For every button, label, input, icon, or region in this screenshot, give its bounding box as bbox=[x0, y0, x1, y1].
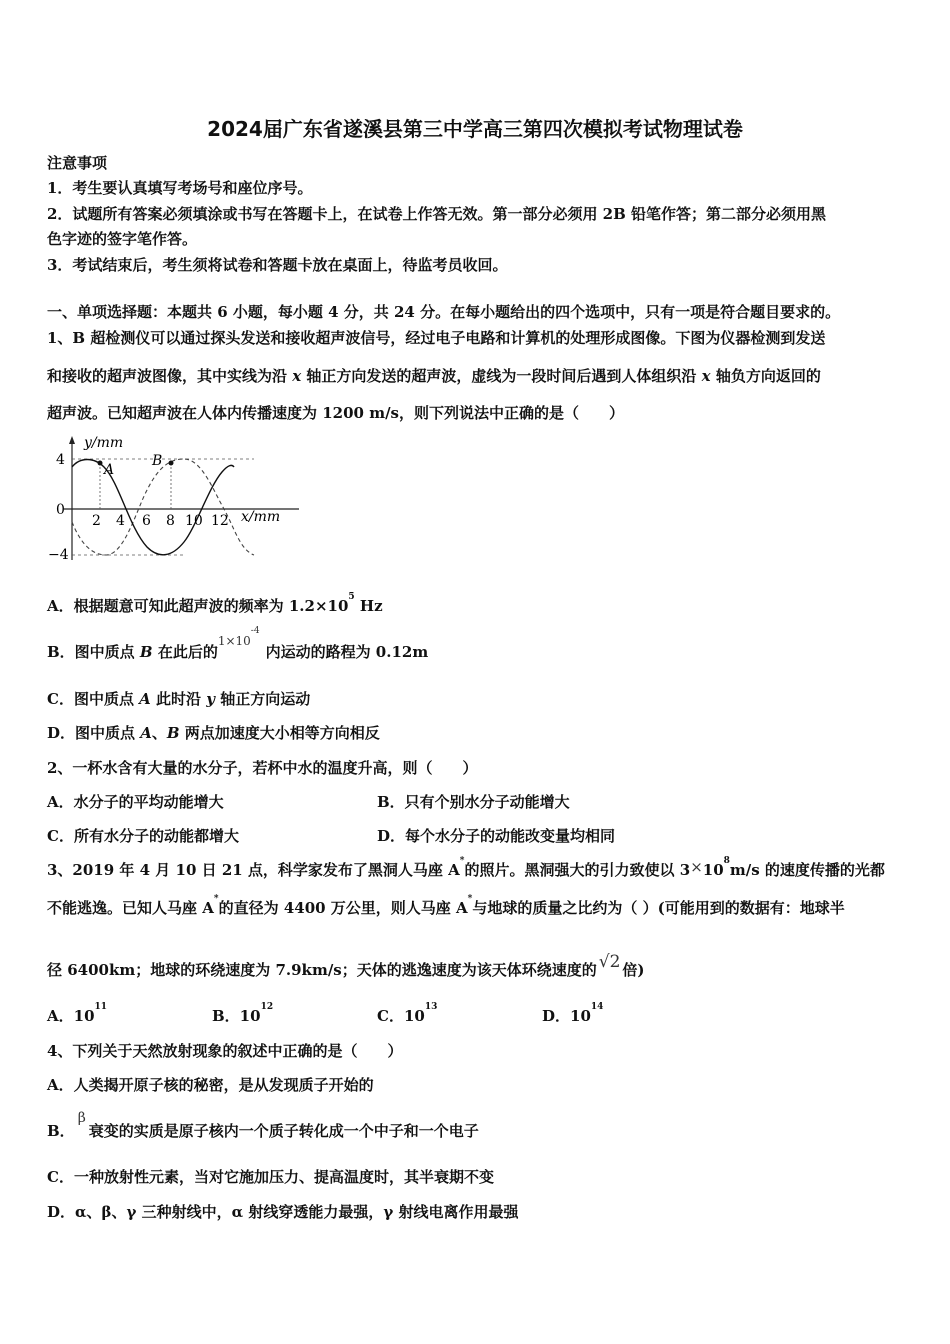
y-tick-4: 4 bbox=[56, 452, 65, 468]
q4-option-a: A．人类揭开原子核的秘密，是从发现质子开始的 bbox=[47, 1076, 374, 1094]
q1-option-d bbox=[47, 722, 380, 743]
section-heading: 一、单项选择题：本题共 6 小题，每小题 4 分，共 24 分。在每小题给出的四个选项中，只有一项是符合题目要求的。 bbox=[47, 303, 841, 321]
q1-option-b bbox=[47, 626, 429, 662]
transmitted-wave bbox=[72, 460, 234, 555]
y-tick-0: 0 bbox=[56, 502, 65, 518]
times-sign: × bbox=[690, 858, 703, 876]
q3-option-d bbox=[542, 1002, 604, 1026]
superscript: * bbox=[467, 894, 473, 904]
q3-text: 10 bbox=[702, 861, 724, 879]
point-b-label: B bbox=[152, 453, 163, 469]
option-text: A．10 bbox=[47, 1007, 95, 1025]
notice-item-1: 1．考生要认真填写考场号和座位序号。 bbox=[47, 179, 313, 197]
reflected-wave bbox=[72, 459, 254, 555]
wave-figure bbox=[44, 432, 304, 562]
q1-option-a bbox=[47, 592, 383, 616]
option-text: C．图中质点 bbox=[47, 690, 140, 708]
q3-text: 3、2019 年 4 月 10 日 21 点，科学家发布了黑洞人马座 A bbox=[47, 861, 460, 879]
option-text: D．10 bbox=[542, 1007, 591, 1025]
option-text: D．图中质点 bbox=[47, 724, 141, 742]
q3-text: 的照片。黑洞强大的引力致使以 3 bbox=[464, 861, 691, 879]
option-text: A．根据题意可知此超声波的频率为 1.2×10 bbox=[47, 597, 349, 615]
notice-heading: 注意事项 bbox=[47, 154, 108, 172]
exponent: 11 bbox=[94, 1002, 108, 1012]
option-text: B． bbox=[47, 1122, 75, 1140]
q4-stem: 4、下列关于天然放射现象的叙述中正确的是（ ） bbox=[47, 1042, 403, 1060]
q3-option-a bbox=[47, 1002, 108, 1026]
option-text: B．图中质点 bbox=[47, 643, 140, 661]
y-tick-neg4: −4 bbox=[48, 547, 69, 562]
x-tick-10: 10 bbox=[185, 513, 203, 529]
q1-text: 和接收的超声波图像，其中实线为沿 bbox=[47, 367, 293, 385]
q1-var-x: x bbox=[292, 367, 302, 385]
option-text: C．10 bbox=[377, 1007, 425, 1025]
q1-text: 轴正方向发送的超声波，虚线为一段时间后遇到人体组织沿 bbox=[301, 367, 702, 385]
option-text: 、 bbox=[151, 724, 167, 742]
option-text: Hz bbox=[354, 597, 383, 615]
beta-symbol: β bbox=[77, 1110, 86, 1126]
option-text: 在此后的 bbox=[152, 643, 218, 661]
exponent: 13 bbox=[424, 1002, 438, 1012]
q1-text: 轴负方向返回的 bbox=[710, 367, 821, 385]
x-tick-12: 12 bbox=[211, 513, 229, 529]
q4-option-c: C．一种放射性元素，当对它施加压力、提高温度时，其半衰期不变 bbox=[47, 1168, 494, 1186]
var-b: B bbox=[166, 724, 180, 742]
q3-text: 与地球的质量之比约为（ ）(可能用到的数据有：地球半 bbox=[472, 899, 845, 917]
var-b: B bbox=[139, 643, 153, 661]
q3-stem-line2 bbox=[47, 894, 845, 918]
point-a bbox=[98, 461, 103, 466]
q1-stem-line2 bbox=[47, 365, 821, 386]
q3-option-b bbox=[212, 1002, 274, 1026]
exponent: 12 bbox=[260, 1002, 274, 1012]
q3-option-c bbox=[377, 1002, 438, 1026]
y-axis-arrow-icon bbox=[69, 436, 75, 444]
exponent: 8 bbox=[723, 856, 730, 866]
math-text: 1×10 bbox=[217, 634, 251, 648]
option-text: B．10 bbox=[212, 1007, 261, 1025]
q4-option-b bbox=[47, 1110, 479, 1141]
point-b bbox=[169, 461, 174, 466]
q1-stem-line3: 超声波。已知超声波在人体内传播速度为 1200 m/s，则下列说法中正确的是（ ） bbox=[47, 404, 624, 422]
q2-option-c: C．所有水分子的动能都增大 bbox=[47, 827, 239, 845]
option-text: 此时沿 bbox=[150, 690, 207, 708]
option-text: 衰变的实质是原子核内一个质子转化成一个中子和一个电子 bbox=[88, 1122, 479, 1140]
x-tick-6: 6 bbox=[142, 513, 151, 529]
x-tick-4: 4 bbox=[116, 513, 125, 529]
q4-option-d: D．α、β、γ 三种射线中，α 射线穿透能力最强，γ 射线电离作用最强 bbox=[47, 1203, 519, 1221]
page-title: 2024届广东省遂溪县第三中学高三第四次模拟考试物理试卷 bbox=[207, 117, 743, 141]
superscript: * bbox=[213, 894, 219, 904]
q2-option-a: A．水分子的平均动能增大 bbox=[47, 793, 224, 811]
q1-stem-line1: 1、B 超检测仪可以通过探头发送和接收超声波信号，经过电子电路和计算机的处理形成图像。下图为仪器检测到发送 bbox=[47, 329, 826, 347]
var-y: y bbox=[206, 690, 215, 708]
exponent: 14 bbox=[590, 1002, 604, 1012]
q2-option-d: D．每个水分子的动能改变量均相同 bbox=[377, 827, 616, 845]
time-expression bbox=[217, 626, 260, 648]
exponent: 5 bbox=[348, 592, 355, 602]
superscript: * bbox=[459, 856, 465, 866]
q3-text: 的直径为 4400 万公里，则人马座 A bbox=[218, 899, 468, 917]
point-a-label: A bbox=[104, 462, 115, 478]
var-a: A bbox=[140, 724, 152, 742]
y-axis-label: y/mm bbox=[84, 435, 124, 451]
option-text: 轴正方向运动 bbox=[214, 690, 311, 708]
q3-text: 径 6400km；地球的环绕速度为 7.9km/s；天体的逃逸速度为该天体环绕速度的 bbox=[47, 961, 597, 979]
q3-text: m/s 的速度传播的光都 bbox=[729, 861, 885, 879]
x-tick-8: 8 bbox=[166, 513, 175, 529]
var-a: A bbox=[139, 690, 151, 708]
notice-item-3: 3．考试结束后，考生须将试卷和答题卡放在桌面上，待监考员收回。 bbox=[47, 256, 508, 274]
option-text: 内运动的路程为 0.12m bbox=[265, 643, 429, 661]
x-tick-2: 2 bbox=[92, 513, 101, 529]
q3-stem-line1 bbox=[47, 856, 885, 880]
q3-text: 不能逃逸。已知人马座 A bbox=[47, 899, 214, 917]
exponent: -4 bbox=[250, 626, 260, 636]
q1-var-x: x bbox=[701, 367, 711, 385]
notice-item-2: 2．试题所有答案必须填涂或书写在答题卡上，在试卷上作答无效。第一部分必须用 2B 铅笔作答；第二部分必须用黑 bbox=[47, 205, 827, 223]
sqrt-two: √2 bbox=[598, 952, 621, 972]
q2-option-b: B．只有个别水分子动能增大 bbox=[377, 793, 570, 811]
x-axis-label: x/mm bbox=[241, 509, 281, 525]
q3-stem-line3 bbox=[47, 952, 645, 980]
q1-option-c bbox=[47, 688, 310, 709]
q3-text: 倍) bbox=[622, 961, 645, 979]
option-text: 两点加速度大小相等方向相反 bbox=[179, 724, 380, 742]
notice-item-2-cont: 色字迹的签字笔作答。 bbox=[47, 230, 198, 248]
q2-stem: 2、一杯水含有大量的水分子，若杯中水的温度升高，则（ ） bbox=[47, 759, 478, 777]
